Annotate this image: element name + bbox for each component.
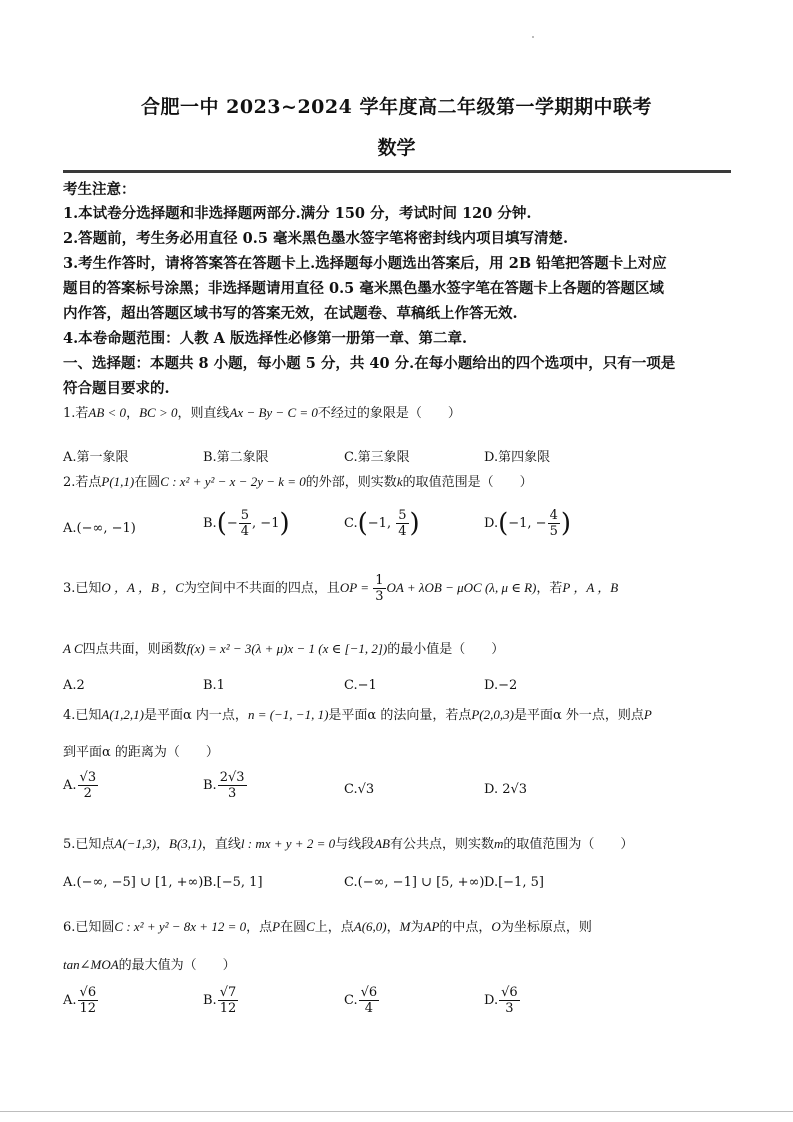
q1-option-a: A.第一象限 xyxy=(63,450,129,465)
page-title: 合肥一中 2023~2024 学年度高二年级第一学期期中联考 xyxy=(141,96,652,118)
q2-option-d: D.(−1, − $\frac{4}{5}$ ) xyxy=(484,508,572,539)
q1-option-d: D.第四象限 xyxy=(484,450,551,465)
q4-option-d: D. 2√3 xyxy=(484,782,528,797)
question-1: 1.若AB < 0，BC > 0，则直线Ax − By − C = 0不经过的象限是（ ） xyxy=(63,405,461,421)
fraction: $\frac{1}{3}$ xyxy=(375,573,384,604)
question-6-cont: tan∠MOA的最大值为（ ） xyxy=(63,957,236,973)
notice-item: 3.考生作答时，请将答案答在答题卡上.选择题每小题选出答案后，用 2B 铅笔把答题卡上对应 xyxy=(63,255,667,272)
q3-option-a: A.2 xyxy=(63,678,85,693)
notice-item: 4.本卷命题范围：人教 A 版选择性必修第一册第一章、第二章. xyxy=(63,330,468,347)
question-2: 2.若点P(1,1)在圆C : x² + y² − x − 2y − k = 0的外部，则实数k的取值范围是（ ） xyxy=(63,474,533,490)
fraction: $\frac{4}{5}$ xyxy=(549,508,558,539)
notice-heading: 考生注意： xyxy=(63,181,136,198)
section-heading: 一、选择题：本题共 8 小题，每小题 5 分，共 40 分.在每小题给出的四个选项中，只有一项是 xyxy=(63,355,676,372)
notice-item: 1.本试卷分选择题和非选择题两部分.满分 150 分，考试时间 120 分钟. xyxy=(63,205,532,222)
question-4-cont: 到平面α 的距离为（ ） xyxy=(63,745,219,760)
page-bottom-divider xyxy=(0,1111,793,1112)
fraction: $\frac{√6}{4}$ xyxy=(360,985,378,1016)
q5-option-c: C.(−∞, −1] ∪ [5, +∞) xyxy=(344,875,485,890)
q1-option-b: B.第二象限 xyxy=(203,450,269,465)
fraction: $\frac{5}{4}$ xyxy=(240,508,250,539)
header-divider xyxy=(63,170,731,173)
section-heading-cont: 符合题目要求的. xyxy=(63,380,170,397)
q3-option-c: C.−1 xyxy=(344,678,377,693)
fraction: $\frac{√3}{2}$ xyxy=(79,770,97,801)
fraction: $\frac{2√3}{3}$ xyxy=(219,770,245,801)
question-3: 3.已知O ，A ，B ，C为空间中不共面的四点，且OP = $\frac{1}{3}$ OA + λOB − μOC (λ, μ ∈ R)，若P ，A ，B xyxy=(63,573,619,604)
q4-option-a: A. $\frac{√3}{2}$ xyxy=(63,770,97,801)
q5-option-b: B.[−5, 1] xyxy=(203,875,263,890)
q2-option-b: B.(− $\frac{5}{4}$ , −1) xyxy=(203,508,290,539)
q4-option-b: B. $\frac{2√3}{3}$ xyxy=(203,770,245,801)
q6-option-a: A. $\frac{√6}{12}$ xyxy=(63,985,97,1016)
fraction: $\frac{√7}{12}$ xyxy=(219,985,237,1016)
q2-option-c: C.(−1, $\frac{5}{4}$ ) xyxy=(344,508,420,539)
q6-option-b: B. $\frac{√7}{12}$ xyxy=(203,985,237,1016)
fraction: $\frac{√6}{12}$ xyxy=(79,985,97,1016)
q6-option-c: C. $\frac{√6}{4}$ xyxy=(344,985,378,1016)
q1-option-c: C.第三象限 xyxy=(344,450,410,465)
question-5: 5.已知点A(−1,3)，B(3,1)，直线l : mx + y + 2 = 0与线段AB有公共点，则实数m的取值范围为（ ） xyxy=(63,836,634,852)
fraction: $\frac{√6}{3}$ xyxy=(501,985,518,1016)
question-3-cont: A C四点共面，则函数f(x) = x² − 3(λ + μ)x − 1 (x ∈ [−1, 2])的最小值是（ ） xyxy=(63,641,505,657)
q3-option-d: D.−2 xyxy=(484,678,518,693)
notice-item: 内作答，超出答题区域书写的答案无效，在试题卷、草稿纸上作答无效. xyxy=(63,305,518,322)
subject-title: 数学 xyxy=(377,137,416,159)
notice-item: 题目的答案标号涂黑；非选择题请用直径 0.5 毫米黑色墨水签字笔在答题卡上各题的答题区域 xyxy=(63,280,664,297)
notice-item: 2.答题前，考生务必用直径 0.5 毫米黑色墨水签字笔将密封线内项目填写清楚. xyxy=(63,230,569,247)
q5-option-d: D.[−1, 5] xyxy=(484,875,544,890)
scan-speck xyxy=(532,36,534,38)
q3-option-b: B.1 xyxy=(203,678,225,693)
q4-option-c: C.√3 xyxy=(344,782,375,797)
q2-option-a: A.(−∞, −1) xyxy=(63,521,136,536)
fraction: $\frac{5}{4}$ xyxy=(398,508,407,539)
q6-option-d: D. $\frac{√6}{3}$ xyxy=(484,985,518,1016)
question-6: 6.已知圆C : x² + y² − 8x + 12 = 0，点P在圆C上，点A(6,0)，M为AP的中点，O为坐标原点，则 xyxy=(63,919,592,935)
question-4: 4.已知A(1,2,1)是平面α 内一点，n = (−1, −1, 1)是平面α 的法向量，若点P(2,0,3)是平面α 外一点，则点P xyxy=(63,707,652,723)
q5-option-a: A.(−∞, −5] ∪ [1, +∞) xyxy=(63,875,204,890)
